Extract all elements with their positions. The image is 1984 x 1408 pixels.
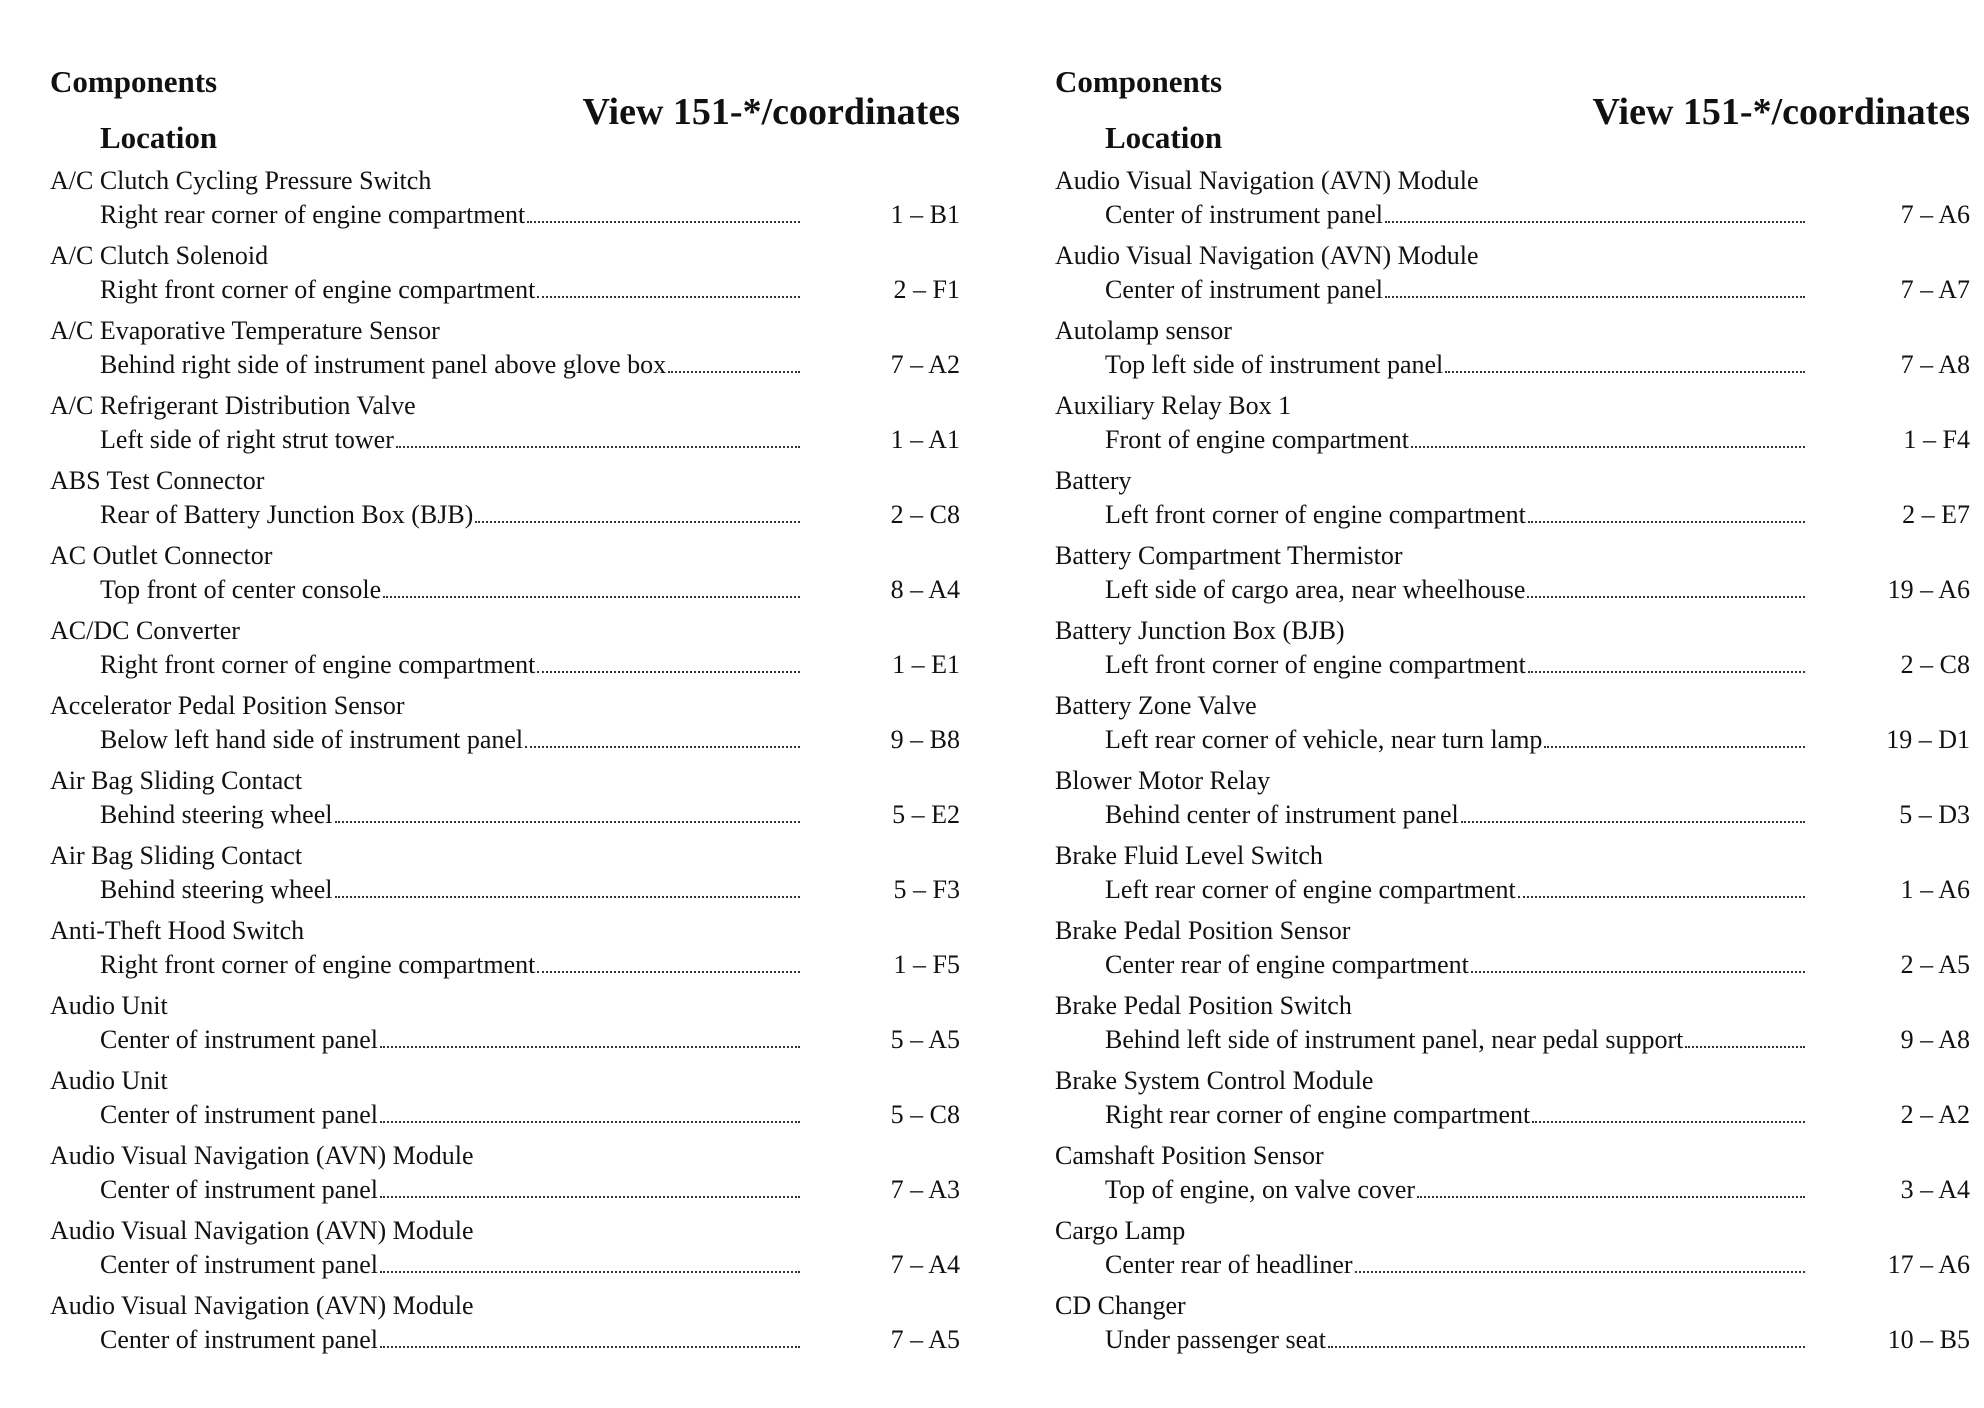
component-entry: [1055, 764, 1970, 839]
dot-leader: [1385, 274, 1805, 298]
dot-leader: [475, 499, 800, 523]
location-line: [100, 1023, 800, 1057]
component-location: Left front corner of engine compartment: [1105, 500, 1526, 529]
location-line: [1105, 1323, 1805, 1357]
dot-leader: [1385, 199, 1805, 223]
component-location: Left side of cargo area, near wheelhouse: [1105, 575, 1526, 604]
component-location: Center of instrument panel: [100, 1100, 378, 1129]
location-header: Location: [100, 120, 218, 155]
component-entry: [50, 1064, 960, 1139]
component-location: Behind right side of instrument panel above glove box: [100, 350, 667, 379]
view-coordinate: 2 – E7: [1902, 500, 1970, 529]
component-name: CD Changer: [1055, 1291, 1186, 1320]
component-name: ABS Test Connector: [50, 466, 265, 495]
view-coordinate: 7 – A5: [890, 1325, 960, 1354]
components-header: Components: [1055, 64, 1223, 99]
location-line: [100, 1248, 800, 1282]
component-location: Center rear of engine compartment: [1105, 950, 1469, 979]
view-coordinate: 9 – B8: [890, 725, 960, 754]
dot-leader: [1527, 574, 1805, 598]
location-line: [100, 648, 800, 682]
component-entry: [50, 389, 960, 464]
component-entry: [50, 164, 960, 239]
component-entry: [50, 539, 960, 614]
dot-leader: [1532, 1099, 1805, 1123]
dot-leader: [1518, 874, 1805, 898]
component-entry: [1055, 1139, 1970, 1214]
view-coordinate: 2 – A2: [1900, 1100, 1970, 1129]
view-coordinate: 7 – A4: [890, 1250, 960, 1279]
view-coordinate: 7 – A7: [1900, 275, 1970, 304]
location-line: [1105, 948, 1805, 982]
component-location: Center of instrument panel: [1105, 200, 1383, 229]
view-coordinate: 7 – A3: [890, 1175, 960, 1204]
view-coordinate: 2 – A5: [1900, 950, 1970, 979]
component-entry: [1055, 839, 1970, 914]
view-coordinate: 7 – A8: [1900, 350, 1970, 379]
component-entry: [50, 464, 960, 539]
component-location: Left rear corner of engine compartment: [1105, 875, 1516, 904]
dot-leader: [537, 949, 800, 973]
component-entry: [50, 1214, 960, 1289]
component-name: Battery: [1055, 466, 1132, 495]
view-coordinate: 5 – A5: [890, 1025, 960, 1054]
component-list: [50, 164, 960, 1364]
component-location: Center of instrument panel: [100, 1175, 378, 1204]
component-entry: [50, 614, 960, 689]
component-entry: [50, 239, 960, 314]
component-name: Audio Visual Navigation (AVN) Module: [1055, 166, 1479, 195]
view-coordinate: 1 – F4: [1903, 425, 1970, 454]
component-entry: [1055, 164, 1970, 239]
view-coordinate: 17 – A6: [1887, 1250, 1970, 1279]
component-name: Audio Visual Navigation (AVN) Module: [50, 1291, 474, 1320]
location-line: [100, 198, 800, 232]
component-entry: [1055, 389, 1970, 464]
dot-leader: [1355, 1249, 1805, 1273]
view-coordinate: 19 – D1: [1886, 725, 1970, 754]
view-coordinate: 7 – A2: [890, 350, 960, 379]
component-location: Under passenger seat: [1105, 1325, 1326, 1354]
component-name: Audio Unit: [50, 991, 168, 1020]
component-name: A/C Refrigerant Distribution Valve: [50, 391, 416, 420]
component-location: Right front corner of engine compartment: [100, 650, 536, 679]
view-coordinate: 5 – D3: [1899, 800, 1970, 829]
component-entry: [1055, 464, 1970, 539]
component-name: Brake Pedal Position Sensor: [1055, 916, 1351, 945]
component-entry: [50, 314, 960, 389]
component-entry: [1055, 989, 1970, 1064]
location-line: [1105, 1248, 1805, 1282]
location-line: [1105, 1173, 1805, 1207]
view-coordinate: 1 – F5: [893, 950, 960, 979]
location-line: [100, 1098, 800, 1132]
component-name: Autolamp sensor: [1055, 316, 1232, 345]
component-location: Behind steering wheel: [100, 800, 333, 829]
view-coordinate: 5 – F3: [893, 875, 960, 904]
view-coordinate: 1 – A1: [890, 425, 960, 454]
component-location: Left side of right strut tower: [100, 425, 394, 454]
component-location: Top left side of instrument panel: [1105, 350, 1444, 379]
component-name: Anti-Theft Hood Switch: [50, 916, 305, 945]
view-coordinate: 7 – A6: [1900, 200, 1970, 229]
location-line: [100, 498, 800, 532]
component-location: Behind left side of instrument panel, near pedal support: [1105, 1025, 1684, 1054]
component-location: Center of instrument panel: [100, 1025, 378, 1054]
component-name: AC Outlet Connector: [50, 541, 273, 570]
location-line: [100, 798, 800, 832]
component-name: Audio Unit: [50, 1066, 168, 1095]
location-line: [1105, 273, 1805, 307]
component-name: Battery Zone Valve: [1055, 691, 1257, 720]
component-entry: [1055, 1214, 1970, 1289]
component-location: Center of instrument panel: [100, 1250, 378, 1279]
component-name: Audio Visual Navigation (AVN) Module: [50, 1141, 474, 1170]
view-coordinate: 3 – A4: [1900, 1175, 1970, 1204]
view-coordinate: 2 – F1: [893, 275, 960, 304]
component-entry: [1055, 1064, 1970, 1139]
component-name: Battery Compartment Thermistor: [1055, 541, 1403, 570]
dot-leader: [383, 574, 800, 598]
component-location: Right front corner of engine compartment: [100, 950, 536, 979]
dot-leader: [335, 874, 801, 898]
component-entry: [50, 914, 960, 989]
component-entry: [1055, 314, 1970, 389]
dot-leader: [525, 724, 800, 748]
view-coordinates-header: View 151-*/coordinates: [582, 91, 960, 133]
component-location: Right rear corner of engine compartment: [1105, 1100, 1531, 1129]
dot-leader: [1471, 949, 1805, 973]
dot-leader: [1544, 724, 1805, 748]
view-coordinate: 9 – A8: [1900, 1025, 1970, 1054]
location-line: [100, 723, 800, 757]
view-coordinates-header: View 151-*/coordinates: [1592, 91, 1970, 133]
component-name: Brake Fluid Level Switch: [1055, 841, 1323, 870]
view-coordinate: 8 – A4: [890, 575, 960, 604]
location-line: [100, 948, 800, 982]
location-line: [1105, 198, 1805, 232]
component-name: A/C Clutch Cycling Pressure Switch: [50, 166, 432, 195]
component-entry: [50, 1139, 960, 1214]
location-line: [1105, 423, 1805, 457]
component-location: Center of instrument panel: [100, 1325, 378, 1354]
right-column: [1055, 0, 1970, 1408]
component-entry: [50, 839, 960, 914]
component-location: Below left hand side of instrument panel: [100, 725, 524, 754]
components-header: Components: [50, 64, 218, 99]
component-location: Left front corner of engine compartment: [1105, 650, 1526, 679]
dot-leader: [396, 424, 800, 448]
location-line: [1105, 498, 1805, 532]
location-line: [1105, 573, 1805, 607]
dot-leader: [537, 274, 800, 298]
component-name: Accelerator Pedal Position Sensor: [50, 691, 405, 720]
component-entry: [1055, 914, 1970, 989]
component-entry: [50, 689, 960, 764]
component-location: Center of instrument panel: [1105, 275, 1383, 304]
dot-leader: [1445, 349, 1805, 373]
dot-leader: [380, 1249, 800, 1273]
dot-leader: [1417, 1174, 1805, 1198]
component-list: [1055, 164, 1970, 1364]
location-line: [100, 1173, 800, 1207]
view-coordinate: 10 – B5: [1887, 1325, 1970, 1354]
location-line: [100, 273, 800, 307]
view-coordinate: 2 – C8: [1900, 650, 1970, 679]
dot-leader: [380, 1024, 800, 1048]
location-line: [1105, 1023, 1805, 1057]
component-entry: [1055, 614, 1970, 689]
component-name: Audio Visual Navigation (AVN) Module: [1055, 241, 1479, 270]
dot-leader: [1411, 424, 1805, 448]
dot-leader: [335, 799, 801, 823]
location-line: [1105, 1098, 1805, 1132]
dot-leader: [537, 649, 800, 673]
component-location: Front of engine compartment: [1105, 425, 1409, 454]
view-coordinate: 19 – A6: [1887, 575, 1970, 604]
component-location: Top front of center console: [100, 575, 382, 604]
component-name: Brake Pedal Position Switch: [1055, 991, 1352, 1020]
view-coordinate: 1 – E1: [892, 650, 960, 679]
component-entry: [50, 989, 960, 1064]
location-line: [100, 348, 800, 382]
component-name: A/C Clutch Solenoid: [50, 241, 269, 270]
dot-leader: [380, 1324, 800, 1348]
component-location: Right front corner of engine compartment: [100, 275, 536, 304]
view-coordinate: 5 – E2: [892, 800, 960, 829]
view-coordinate: 1 – B1: [890, 200, 960, 229]
component-name: Camshaft Position Sensor: [1055, 1141, 1324, 1170]
location-line: [100, 1323, 800, 1357]
dot-leader: [527, 199, 800, 223]
component-entry: [1055, 239, 1970, 314]
component-name: Audio Visual Navigation (AVN) Module: [50, 1216, 474, 1245]
component-name: Air Bag Sliding Contact: [50, 766, 303, 795]
component-entry: [50, 1289, 960, 1364]
location-line: [1105, 348, 1805, 382]
location-line: [100, 423, 800, 457]
component-location: Top of engine, on valve cover: [1105, 1175, 1416, 1204]
component-entry: [1055, 1289, 1970, 1364]
component-location: Behind steering wheel: [100, 875, 333, 904]
component-name: Blower Motor Relay: [1055, 766, 1271, 795]
component-name: Brake System Control Module: [1055, 1066, 1374, 1095]
component-name: Battery Junction Box (BJB): [1055, 616, 1345, 645]
view-coordinate: 5 – C8: [890, 1100, 960, 1129]
component-entry: [1055, 539, 1970, 614]
component-name: Auxiliary Relay Box 1: [1055, 391, 1292, 420]
component-name: Air Bag Sliding Contact: [50, 841, 303, 870]
component-location: Rear of Battery Junction Box (BJB): [100, 500, 474, 529]
component-location: Right rear corner of engine compartment: [100, 200, 526, 229]
dot-leader: [1528, 499, 1805, 523]
location-line: [1105, 648, 1805, 682]
component-location: Left rear corner of vehicle, near turn lamp: [1105, 725, 1543, 754]
dot-leader: [1685, 1024, 1805, 1048]
dot-leader: [380, 1174, 800, 1198]
left-column: [50, 0, 960, 1408]
location-line: [1105, 798, 1805, 832]
location-line: [100, 873, 800, 907]
component-name: A/C Evaporative Temperature Sensor: [50, 316, 440, 345]
view-coordinate: 1 – A6: [1900, 875, 1970, 904]
dot-leader: [1528, 649, 1805, 673]
location-line: [1105, 723, 1805, 757]
dot-leader: [668, 349, 800, 373]
location-line: [100, 573, 800, 607]
component-name: Cargo Lamp: [1055, 1216, 1186, 1245]
component-name: AC/DC Converter: [50, 616, 240, 645]
component-entry: [1055, 689, 1970, 764]
dot-leader: [1461, 799, 1805, 823]
component-location: Behind center of instrument panel: [1105, 800, 1459, 829]
view-coordinate: 2 – C8: [890, 500, 960, 529]
dot-leader: [380, 1099, 800, 1123]
dot-leader: [1328, 1324, 1805, 1348]
location-header: Location: [1105, 120, 1223, 155]
component-entry: [50, 764, 960, 839]
location-line: [1105, 873, 1805, 907]
component-location: Center rear of headliner: [1105, 1250, 1353, 1279]
